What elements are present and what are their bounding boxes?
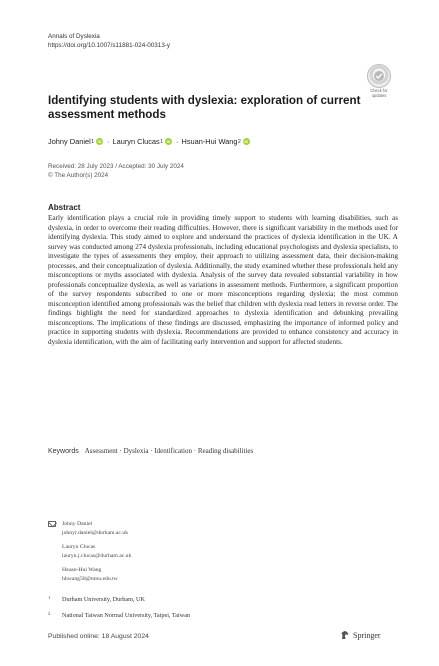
keywords-label: Keywords: [48, 448, 79, 455]
orcid-icon[interactable]: iD: [97, 139, 102, 144]
received-accepted-dates: Received: 28 July 2023 / Accepted: 30 July 2024: [48, 163, 184, 170]
author-affiliation-mark: 2: [237, 138, 241, 145]
copyright-notice: © The Author(s) 2024: [48, 172, 109, 180]
check-for-updates-badge[interactable]: [366, 64, 392, 98]
check-updates-label-1: Check for: [370, 88, 388, 93]
keywords-values: Assessment · Dyslexia · Identification · Reading disabilities: [84, 447, 254, 455]
springer-horse-icon: [340, 630, 350, 640]
check-updates-icon: [367, 64, 391, 88]
orcid-icon[interactable]: iD: [166, 139, 171, 144]
affiliation-text: National Taiwan Normal University, Taipei, Taiwan: [62, 612, 191, 619]
publisher-name: Springer: [353, 630, 381, 640]
author-separator: ·: [176, 137, 179, 146]
journal-name: Annals of Dyslexia: [48, 33, 100, 40]
affiliation-text: Durham University, Durham, UK: [62, 596, 145, 603]
author-name[interactable]: Lauryn Clucas: [112, 137, 160, 146]
published-online-date: Published online: 18 August 2024: [48, 633, 149, 640]
orcid-icon[interactable]: iD: [244, 139, 249, 144]
keywords: [48, 447, 253, 455]
abstract-heading: Abstract: [48, 203, 81, 212]
publisher-logo[interactable]: [340, 630, 381, 640]
contact-email[interactable]: hhwang58@ntnu.edu.tw: [62, 576, 118, 582]
author-name[interactable]: Hsuan-Hui Wang: [181, 137, 238, 146]
paper-title: Identifying students with dyslexia: exploration of current assessment methods: [48, 94, 361, 122]
affiliation-number: 2: [48, 611, 51, 616]
publication-dates: [48, 162, 184, 180]
author-affiliation-mark: 1: [160, 138, 164, 145]
contact-email[interactable]: lauryn.j.clucas@durham.ac.uk: [62, 553, 132, 559]
check-updates-label-2: updates: [371, 92, 387, 98]
abstract-text: Early identification plays a crucial role in providing timely support to students with learning disabilities, such as dyslexia, in order to overcome their reading difficulties. However, there is significant variability in the methods used for identifying dyslexia. This study aimed to explore and understand the practices of dyslexia identification in the UK. A survey was conducted among 274 dyslexia professionals, including educational psychologists and dyslexia specialists, to investigate the types of assessments they employ, their approach to utilizing assessment data, their decision-making processes, and their conceptualization of dyslexia. Additionally, the study examined whether these professionals held any misconceptions or myths associated with dyslexia. Analysis of the survey data revealed substantial variability in how professionals conceptualize dyslexia, as well as variations in assessment methods. Furthermore, a significant proportion of the survey respondents subscribed to one or more misconceptions regarding dyslexia; the most common misconception identified among professionals was the belief that children with dyslexia read letters in reverse order. The findings highlight the need for standardized approaches to dyslexia identification and debunking prevailing misconceptions. The implications of these findings are discussed, emphasizing the importance of informed policy and practice in supporting students with dyslexia. Recommendations are provided to enhance consistency and accuracy in dyslexia identification, with the aim of facilitating early intervention and support for affected students.: [48, 214, 398, 346]
contact-name: Lauryn Clucas: [62, 544, 96, 550]
contact-email[interactable]: johnyr.daniel@durham.ac.uk: [62, 530, 129, 536]
mail-icon: [48, 521, 56, 527]
contact-name: Hsuan-Hui Wang: [62, 567, 102, 573]
author-list: [48, 137, 253, 146]
contact-name: Johny Daniel: [62, 521, 93, 527]
affiliation-number: 1: [48, 595, 51, 600]
author-name[interactable]: Johny Daniel: [48, 137, 91, 146]
author-affiliation-mark: 1: [91, 138, 95, 145]
author-separator: ·: [107, 137, 110, 146]
doi-link[interactable]: https://doi.org/10.1007/s11881-024-00313-y: [48, 42, 171, 49]
